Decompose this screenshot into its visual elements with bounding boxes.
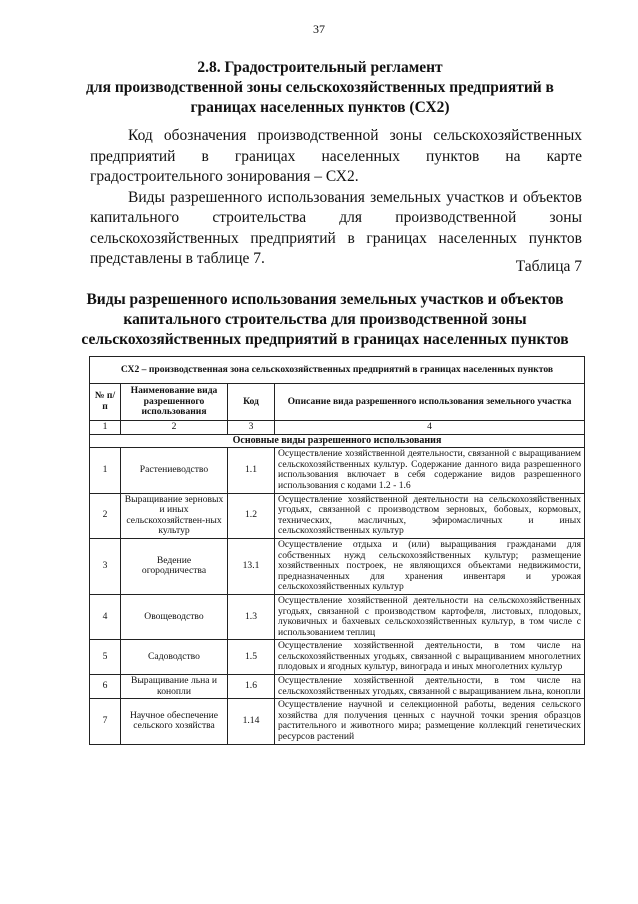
table-row: [90, 699, 585, 744]
row-name: Выращивание льна и конопли: [121, 675, 228, 699]
zone-header-row: [90, 357, 585, 384]
regulations-table: [89, 356, 585, 745]
table-row: [90, 493, 585, 538]
column-header-code: Код: [228, 384, 275, 421]
table-row: [90, 640, 585, 675]
column-header-row: [90, 384, 585, 421]
row-number: 5: [90, 640, 121, 675]
row-number: 2: [90, 493, 121, 538]
column-number: 2: [121, 421, 228, 435]
row-code: 1.2: [228, 493, 275, 538]
row-code: 1.1: [228, 448, 275, 493]
table-title-line: сельскохозяйственных предприятий в границах населенных пунктов: [81, 331, 569, 348]
row-number: 6: [90, 675, 121, 699]
row-name: Садоводство: [121, 640, 228, 675]
row-description: Осуществление хозяйственной деятельности на сельскохозяйственных угодьях, связанной с производством зерновых, бобовых, кормовых, технических, масличных, эфиромасличных и иных сельскохозяйственных культур: [275, 493, 585, 538]
row-number: 7: [90, 699, 121, 744]
row-code: 1.5: [228, 640, 275, 675]
table-row: [90, 448, 585, 493]
column-number: 4: [275, 421, 585, 435]
section-title: [70, 58, 570, 118]
row-name: Растениеводство: [121, 448, 228, 493]
category-header: Основные виды разрешенного использования: [90, 434, 585, 448]
table-row: [90, 538, 585, 594]
paragraph: Код обозначения производственной зоны сельскохозяйственных предприятий в границах населенных пунктов на карте градостроительного зонирования – СХ2.: [90, 127, 582, 185]
row-name: Выращивание зерновых и иных сельскохозяйствен-ных культур: [121, 493, 228, 538]
row-code: 1.6: [228, 675, 275, 699]
row-name: Ведение огородничества: [121, 538, 228, 594]
intro-text: [90, 126, 582, 270]
column-header-number: № п/п: [90, 384, 121, 421]
column-header-description: Описание вида разрешенного использования земельного участка: [275, 384, 585, 421]
section-title-line: для производственной зоны сельскохозяйственных предприятий в: [86, 79, 554, 96]
row-name: Научное обеспечение сельского хозяйства: [121, 699, 228, 744]
table-label: Таблица 7: [515, 258, 582, 275]
row-description: Осуществление отдыха и (или) выращивания гражданами для собственных нужд сельскохозяйственных культур; размещение хозяйственных построек, не являющихся объектами недвижимости, предназначенных для хранения инвентаря и урожая сельскохозяйственных культур: [275, 538, 585, 594]
row-description: Осуществление хозяйственной деятельности, связанной с выращиванием сельскохозяйственных культур. Содержание данного вида разрешенного использования включает в себя содержание видов разрешенного использования с кодами 1.2 - 1.6: [275, 448, 585, 493]
paragraph: Виды разрешенного использования земельных участков и объектов капитального строительства для производственной зоны сельскохозяйственных предприятий в границах населенных пунктов представлены в таблице 7.: [90, 188, 582, 267]
table-row: [90, 594, 585, 639]
row-code: 1.14: [228, 699, 275, 744]
row-number: 1: [90, 448, 121, 493]
table-row: [90, 675, 585, 699]
page-number: 37: [313, 22, 325, 36]
column-number: 3: [228, 421, 275, 435]
table-title-line: Виды разрешенного использования земельных участков и объектов: [86, 291, 564, 308]
row-number: 3: [90, 538, 121, 594]
row-description: Осуществление хозяйственной деятельности, в том числе на сельскохозяйственных угодьях, связанной с выращиванием льна, конопли: [275, 675, 585, 699]
row-code: 1.3: [228, 594, 275, 639]
row-description: Осуществление хозяйственной деятельности, в том числе на сельскохозяйственных угодьях, связанной с выращиванием многолетних плодовых и ягодных культур, винограда и иных многолетних культур: [275, 640, 585, 675]
column-number-row: [90, 421, 585, 435]
column-number: 1: [90, 421, 121, 435]
row-number: 4: [90, 594, 121, 639]
category-row: [90, 434, 585, 448]
section-title-line: границах населенных пунктов (СХ2): [190, 99, 450, 116]
row-name: Овощеводство: [121, 594, 228, 639]
row-description: Осуществление хозяйственной деятельности на сельскохозяйственных угодьях, связанной с производством картофеля, листовых, плодовых, луковичных и бахчевых сельскохозяйственных культур, в том числе с использованием теплиц: [275, 594, 585, 639]
row-description: Осуществление научной и селекционной работы, ведения сельского хозяйства для получения ценных с научной точки зрения образцов растительного и животного мира; размещение коллекций генетических ресурсов растений: [275, 699, 585, 744]
table-title-line: капитального строительства для производственной зоны: [123, 311, 527, 328]
row-code: 13.1: [228, 538, 275, 594]
zone-header: СХ2 – производственная зона сельскохозяйственных предприятий в границах населенных пунктов: [90, 357, 585, 384]
table-title: [70, 290, 580, 350]
section-title-line: 2.8. Градостроительный регламент: [197, 59, 443, 76]
column-header-name: Наименование вида разрешенного использования: [121, 384, 228, 421]
